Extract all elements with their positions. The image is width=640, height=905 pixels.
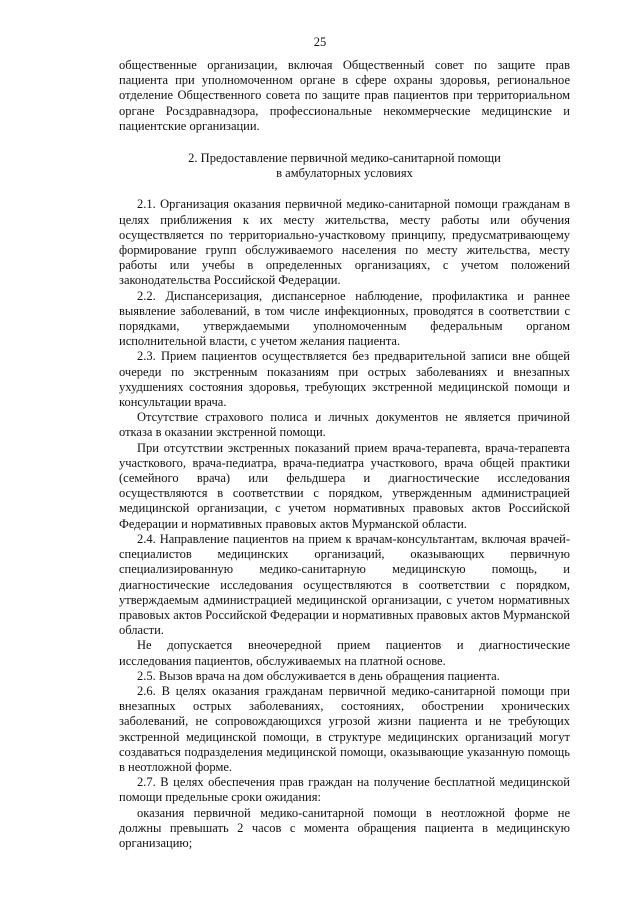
paragraph-2-6: 2.6. В целях оказания гражданам первичной медико-санитарной помощи при внезапных острых заболеваниях, состояниях, обострении хронических заболеваний, не сопровождающихся угрозой жизни пациента и не требующих экстренной медицинской помощи, в структуре медицинских организаций могут создаваться подразделения медицинской помощи, оказывающие указанную помощь в неотложной форме. [119,683,570,774]
paragraph-2-3: 2.3. Прием пациентов осуществляется без предварительной записи вне общей очереди по экстренным показаниям при острых заболеваниях и внезапных ухудшениях состояния здоровья, требующих экстренной медицинской помощи и консультации врача. [119,349,570,410]
paragraph-2-4-paid: Не допускается внеочередной прием пациентов и диагностические исследования пациентов, обслуживаемых на платной основе. [119,638,570,668]
paragraph-2-3-insurance: Отсутствие страхового полиса и личных документов не является причиной отказа в оказании экстренной помощи. [119,410,570,440]
paragraph-2-5: 2.5. Вызов врача на дом обслуживается в день обращения пациента. [137,668,500,683]
paragraph-2-3-non-emergency: При отсутствии экстренных показаний прием врача-терапевта, врача-терапевта участкового, врача-педиатра, врача-педиатра участкового, врача общей практики (семейного врача) или фельдшера и диагностические исследования осуществляются в соответствии с порядком, утвержденным администрацией медицинской организации, с учетом нормативных правовых актов Российской Федерации и нормативных правовых актов Мурманской области. [119,440,570,531]
paragraph-2-2: 2.2. Диспансеризация, диспансерное наблюдение, профилактика и раннее выявление заболеваний, в том числе инфекционных, проводятся в соответствии с порядками, утверждаемыми уполномоченным федеральным органом исполнительной власти, с учетом желания пациента. [119,288,570,349]
section-heading-line-1: 2. Предоставление первичной медико-санитарной помощи [188,151,501,166]
paragraph-2-7-urgent: оказания первичной медико-санитарной помощи в неотложной форме не должны превышать 2 часов с момента обращения пациента в медицинскую организацию; [119,805,570,850]
section-heading-line-2: в амбулаторных условиях [276,166,413,181]
paragraph-2-4: 2.4. Направление пациентов на прием к врачам-консультантам, включая врачей-специалистов медицинских организаций, оказывающих первичную специализированную медико-санитарную медицинскую помощь, и диагностические исследования осуществляются в соответствии с порядком, утверждаемым администрацией медицинской организации, с учетом нормативных правовых актов Российской Федерации и нормативных правовых актов Мурманской области. [119,531,570,638]
paragraph-2-7: 2.7. В целях обеспечения прав граждан на получение бесплатной медицинской помощи предельные сроки ожидания: [119,775,570,805]
document-body [119,58,570,851]
section-heading [119,151,570,181]
page-number: 25 [313,35,327,49]
intro-paragraph: общественные организации, включая Общественный совет по защите прав пациента при уполномоченном органе в сфере охраны здоровья, региональное отделение Общественного совета по защите прав пациентов при территориальном органе Росздравнадзора, профессиональные некоммерческие медицинские и пациентские организации. [119,58,570,133]
paragraph-2-1: 2.1. Организация оказания первичной медико-санитарной помощи гражданам в целях приближения к их месту жительства, месту работы или обучения осуществляется по территориально-участковому принципу, предусматривающему формирование групп обслуживаемого населения по месту жительства, месту работы или учебы в определенных организациях, с учетом положений законодательства Российской Федерации. [119,197,570,288]
